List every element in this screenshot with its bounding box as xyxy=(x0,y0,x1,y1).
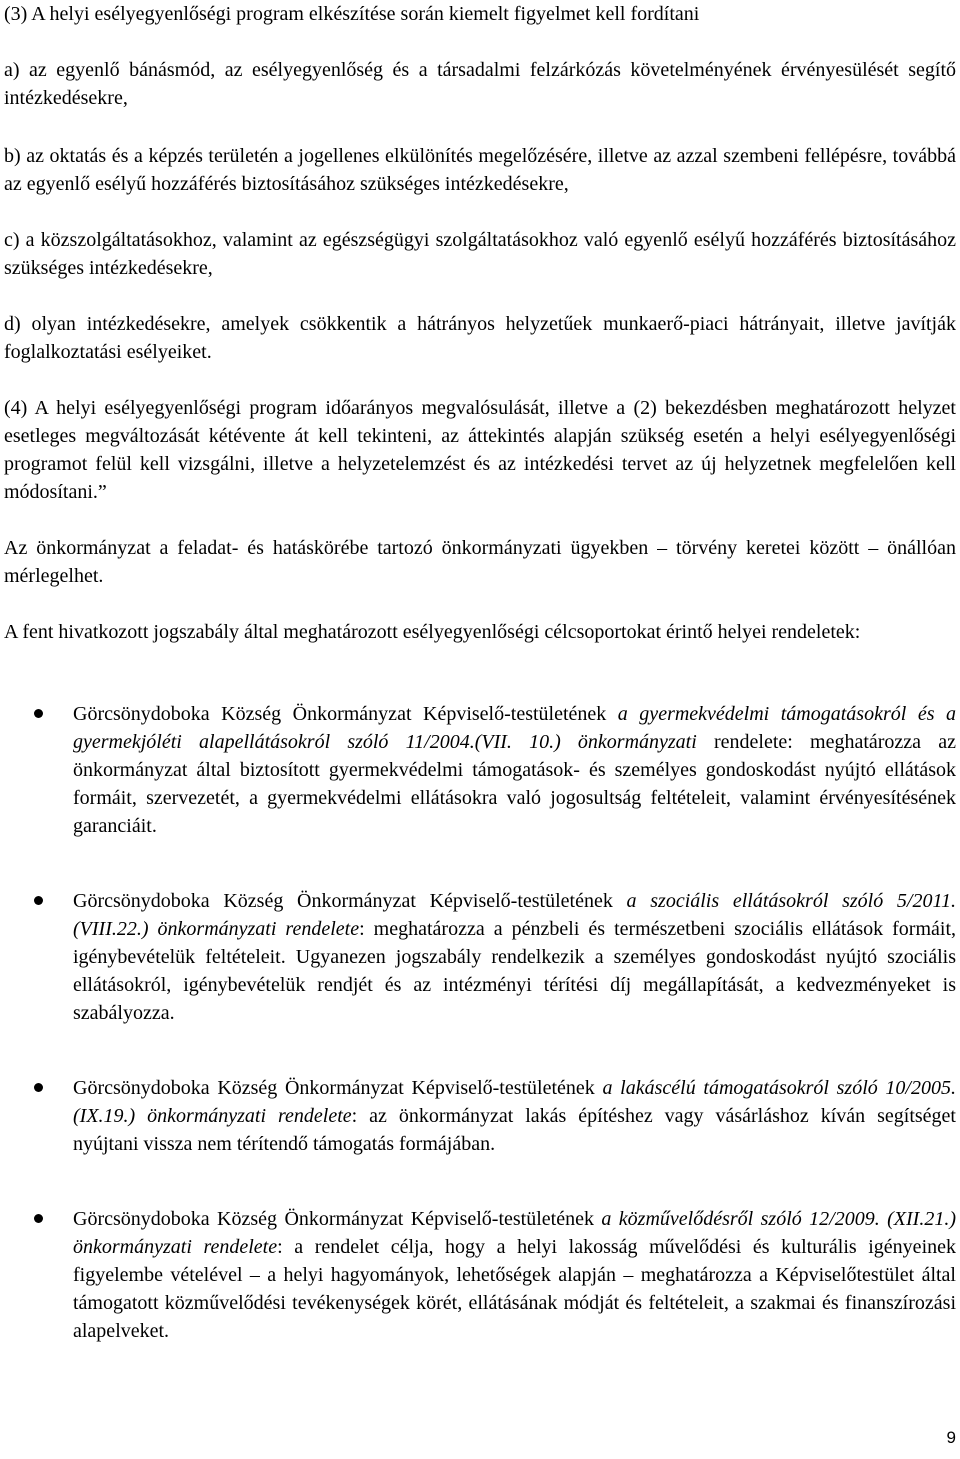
regulation-description: rendelete: meghatározza az önkormányzat által biztosított gyermekvédelmi támogatások- és személyes gondoskodást nyújtó ellátások formáit, szervezetét, a gyermekvédelmi ellátásokra való jogosultság feltételeit, valamint érvényesítésének garanciáit. xyxy=(73,731,956,837)
bullet-icon xyxy=(34,896,43,905)
regulations-list xyxy=(4,700,956,1345)
section-3-point-d: d) olyan intézkedésekre, amelyek csökkentik a hátrányos helyzetűek munkaerő-piaci hátrányait, illetve javítják foglalkoztatási esélyeiket. xyxy=(4,313,956,363)
bullet-icon xyxy=(34,1083,43,1092)
bullet-icon xyxy=(34,709,43,718)
regulation-item-social-care xyxy=(4,887,956,1027)
regulation-item-child-protection xyxy=(4,700,956,840)
regulation-text xyxy=(73,887,956,1027)
bullet-icon xyxy=(34,1214,43,1223)
municipality-paragraph: Az önkormányzat a feladat- és hatáskörébe tartozó önkormányzati ügyekben – törvény keretei között – önállóan mérlegelhet. xyxy=(4,537,956,587)
section-3-point-b: b) az oktatás és a képzés területén a jogellenes elkülönítés megelőzésére, illetve az azzal szembeni fellépésre, továbbá az egyenlő esélyű hozzáférés biztosításához szükséges intézkedésekre, xyxy=(4,145,956,195)
regulation-description: : a rendelet célja, hogy a helyi lakosság művelődési és kulturális igényeinek figyelembe vételével – a helyi hagyományok, lehetőségek alapján – meghatározza a Képviselőtestület által támogatott közművelődési tevékenységek körét, ellátásának módját és feltételeit, a szakmai és finanszírozási alapelveket. xyxy=(73,1236,956,1342)
regulation-text xyxy=(73,1074,956,1158)
regulation-issuer: Görcsönydoboka Község Önkormányzat Képviselő-testületének xyxy=(73,1077,603,1099)
regulation-title: a szociális ellátásokról szóló 5/2011. (VIII.22.) önkormányzati rendelete xyxy=(73,890,956,940)
section-4-paragraph: (4) A helyi esélyegyenlőségi program időarányos megvalósulását, illetve a (2) bekezdésben meghatározott helyzet esetleges megváltozását kétévente át kell tekinteni, az áttekintés alapján szükség esetén a helyi esélyegyenlőségi programot felül kell vizsgálni, illetve a helyzetelemzést és az intézkedési tervet az új helyzetnek megfelelően kell módosítani.” xyxy=(4,397,956,503)
regulation-text xyxy=(73,1205,956,1345)
regulation-title: a közművelődésről szóló 12/2009. (XII.21.) önkormányzati rendelete xyxy=(73,1208,956,1258)
page-content xyxy=(4,0,956,1392)
regulations-intro: A fent hivatkozott jogszabály által meghatározott esélyegyenlőségi célcsoportokat érintő helyei rendeletek: xyxy=(4,621,861,643)
regulation-description: : az önkormányzat lakás építéshez vagy vásárláshoz kíván segítséget nyújtani vissza nem térítendő támogatás formájában. xyxy=(73,1105,956,1155)
regulation-issuer: Görcsönydoboka Község Önkormányzat Képviselő-testületének xyxy=(73,890,627,912)
regulation-item-housing-support xyxy=(4,1074,956,1158)
section-3-point-c: c) a közszolgáltatásokhoz, valamint az egészségügyi szolgáltatásokhoz való egyenlő esélyű hozzáférés biztosításához szükséges intézkedésekre, xyxy=(4,229,956,279)
regulation-title: a lakáscélú támogatásokról szóló 10/2005. (IX.19.) önkormányzati rendelete xyxy=(73,1077,956,1127)
section-3-heading: (3) A helyi esélyegyenlőségi program elkészítése során kiemelt figyelmet kell fordítani xyxy=(4,3,700,25)
regulation-item-public-culture xyxy=(4,1205,956,1345)
regulation-issuer: Görcsönydoboka Község Önkormányzat Képviselő-testületének xyxy=(73,703,618,725)
regulation-issuer: Görcsönydoboka Község Önkormányzat Képviselő-testületének xyxy=(73,1208,602,1230)
regulation-title: a gyermekvédelmi támogatásokról és a gyermekjóléti alapellátásokról szóló 11/2004.(VII. 10.) önkormányzati xyxy=(73,703,956,753)
regulation-description: : meghatározza a pénzbeli és természetbeni szociális ellátások formáit, igénybevételük feltételeit. Ugyanezen jogszabály rendelkezik a személyes gondoskodást nyújtó szociális ellátásokról, igénybevételük rendjét és az intézményi térítési díj megállapítását, a kedvezményeket is szabályozza. xyxy=(73,918,957,1024)
regulation-text xyxy=(73,700,956,840)
section-3-point-a: a) az egyenlő bánásmód, az esélyegyenlőség és a társadalmi felzárkózás követelményének érvényesülését segítő intézkedésekre, xyxy=(4,59,956,109)
page-number: 9 xyxy=(946,1428,956,1447)
